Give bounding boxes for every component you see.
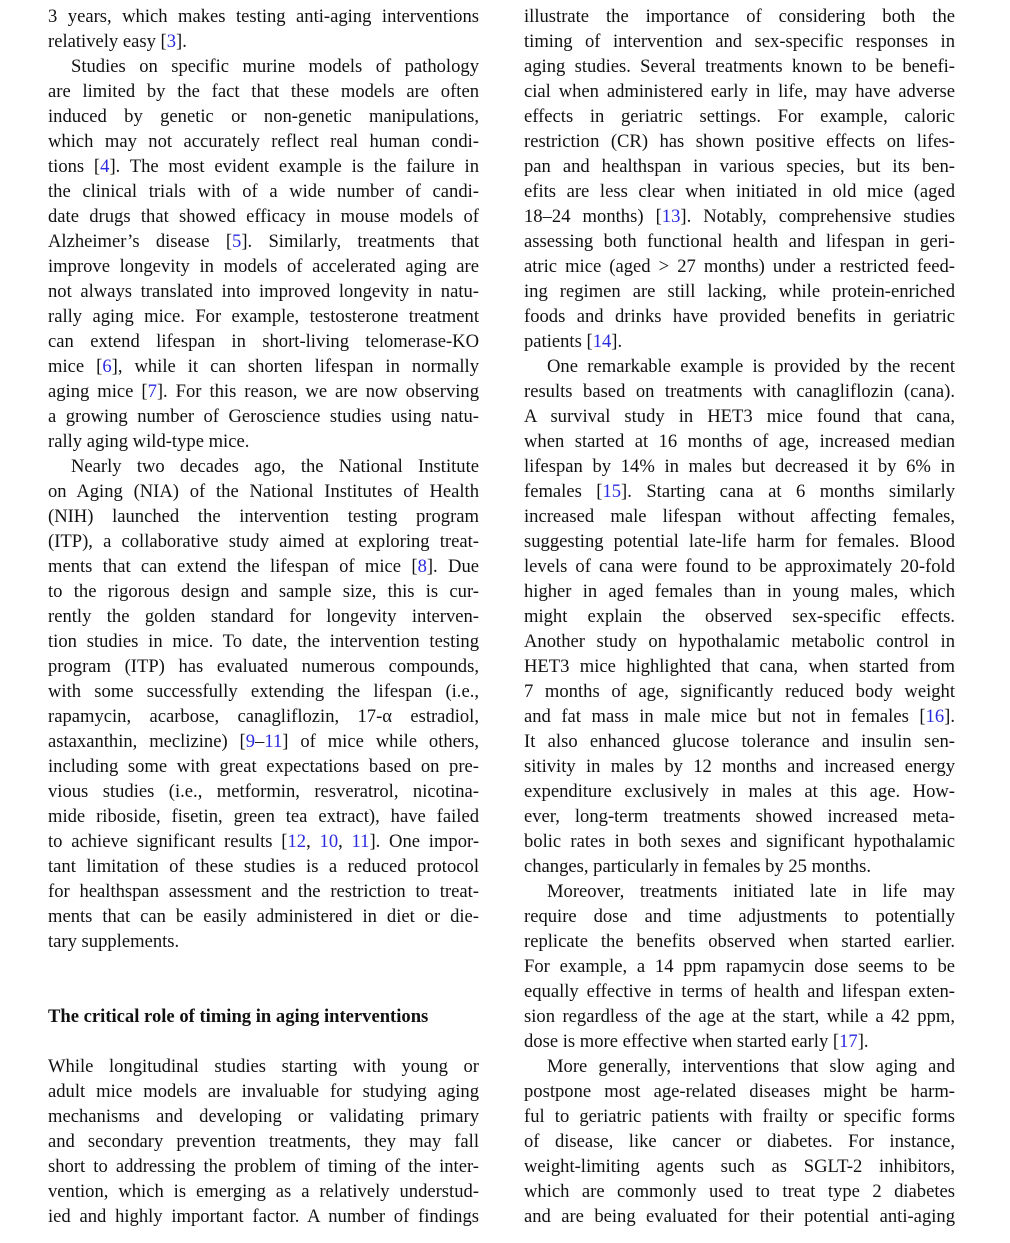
paragraph — [48, 1054, 479, 1229]
text-segment: More generally, interventions that slow aging and — [547, 1056, 955, 1077]
text-line — [48, 629, 479, 654]
text-segment: ]. — [857, 1031, 869, 1052]
text-segment: and fat mass in male mice but not in females [ — [524, 706, 926, 727]
text-segment: might explain the observed sex-specific effects. — [524, 606, 955, 627]
text-line — [524, 1179, 955, 1204]
text-segment: patients [ — [524, 331, 593, 352]
text-segment: aging studies. Several treatments known to be benefi- — [524, 56, 955, 77]
text-segment: ]. The most evident example is the failure in — [109, 156, 479, 177]
text-segment: tant limitation of these studies is a reduced protocol — [48, 856, 479, 877]
text-line — [524, 579, 955, 604]
text-segment: ments that can be easily administered in diet or die- — [48, 906, 479, 927]
text-segment: dose is more effective when started early [ — [524, 1031, 840, 1052]
text-segment: improve longevity in models of accelerated aging are — [48, 256, 479, 277]
citation-link[interactable]: 8 — [417, 556, 427, 577]
text-segment: (ITP), a collaborative study aimed at exploring treat- — [48, 531, 479, 552]
text-line — [48, 1054, 479, 1079]
text-line — [48, 1079, 479, 1104]
text-line — [48, 329, 479, 354]
text-line — [48, 829, 479, 854]
text-line — [48, 929, 479, 954]
text-segment: are limited by the fact that these models are often — [48, 81, 479, 102]
text-segment: short to addressing the problem of timing of the inter- — [48, 1156, 479, 1177]
text-line — [48, 854, 479, 879]
text-segment: atric mice (aged > 27 months) under a restricted feed- — [524, 256, 955, 277]
text-segment: pan and healthspan in various species, but its ben- — [524, 156, 955, 177]
text-line — [48, 354, 479, 379]
text-segment: ]. Due — [426, 556, 479, 577]
right-column — [524, 4, 955, 1229]
text-line — [524, 329, 955, 354]
text-segment: ied and highly important factor. A number of findings — [48, 1206, 479, 1227]
text-line — [524, 954, 955, 979]
text-line — [48, 504, 479, 529]
text-segment: effects in geriatric settings. For example, caloric — [524, 106, 955, 127]
text-line — [524, 1004, 955, 1029]
text-line — [524, 529, 955, 554]
text-segment: ever, long-term treatments showed increased meta- — [524, 806, 955, 827]
text-line — [48, 79, 479, 104]
text-segment: results based on treatments with canagliflozin (cana). — [524, 381, 955, 402]
text-line — [48, 579, 479, 604]
text-segment: which are commonly used to treat type 2 diabetes — [524, 1181, 955, 1202]
text-line — [524, 179, 955, 204]
text-segment: ful to geriatric patients with frailty or specific forms — [524, 1106, 955, 1127]
text-segment: – — [255, 731, 265, 752]
text-segment: expenditure exclusively in males at this age. How- — [524, 781, 955, 802]
text-segment: which may not accurately reflect real human condi- — [48, 131, 479, 152]
text-line — [48, 254, 479, 279]
text-line — [524, 279, 955, 304]
text-line — [48, 904, 479, 929]
text-line — [48, 379, 479, 404]
citation-link[interactable]: 12 — [287, 831, 307, 852]
text-segment: Studies on specific murine models of pathology — [71, 56, 479, 77]
text-segment: females [ — [524, 481, 603, 502]
text-segment: replicate the benefits observed when started earlier. — [524, 931, 955, 952]
citation-link[interactable]: 7 — [147, 381, 157, 402]
text-segment: and are being evaluated for their potential anti-aging — [524, 1206, 955, 1227]
text-segment: foods and drinks have provided benefits in geriatric — [524, 306, 955, 327]
text-line — [524, 504, 955, 529]
text-line — [48, 154, 479, 179]
text-line — [524, 1079, 955, 1104]
text-segment: efits are less clear when initiated in old mice (aged — [524, 181, 955, 202]
text-line — [48, 1179, 479, 1204]
text-line — [524, 754, 955, 779]
text-line — [48, 54, 479, 79]
text-line — [48, 754, 479, 779]
text-line — [524, 1029, 955, 1054]
text-segment: assessing both functional health and lifespan in geri- — [524, 231, 955, 252]
text-segment: sitivity in males by 12 months and increased energy — [524, 756, 955, 777]
text-line — [524, 229, 955, 254]
text-segment: with some successfully extending the lifespan (i.e., — [48, 681, 479, 702]
text-segment: ] of mice while others, — [282, 731, 479, 752]
citation-link[interactable]: 11 — [351, 831, 370, 852]
text-line — [524, 679, 955, 704]
text-line — [524, 479, 955, 504]
text-line — [48, 4, 479, 29]
citation-link[interactable]: 14 — [592, 331, 612, 352]
text-line — [524, 729, 955, 754]
text-segment: induced by genetic or non-genetic manipulations, — [48, 106, 479, 127]
text-line — [48, 304, 479, 329]
text-segment: higher in aged females than in young males, which — [524, 581, 955, 602]
text-segment: HET3 mice highlighted that cana, when started from — [524, 656, 955, 677]
text-segment: to achieve significant results [ — [48, 831, 288, 852]
paragraph — [48, 454, 479, 954]
text-line — [524, 254, 955, 279]
text-segment: weight-limiting agents such as SGLT-2 inhibitors, — [524, 1156, 955, 1177]
text-segment: can extend lifespan in short-living telomerase-KO — [48, 331, 479, 352]
text-segment: Another study on hypothalamic metabolic control in — [524, 631, 955, 652]
text-segment: ]. — [611, 331, 623, 352]
text-segment: rally aging mice. For example, testosterone treatment — [48, 306, 479, 327]
text-segment: For example, a 14 ppm rapamycin dose seems to be — [524, 956, 955, 977]
text-segment: While longitudinal studies starting with young or — [48, 1056, 479, 1077]
text-line — [48, 404, 479, 429]
text-line — [524, 979, 955, 1004]
text-segment: relatively easy [ — [48, 31, 167, 52]
text-segment: postpone most age-related diseases might be harm- — [524, 1081, 955, 1102]
paragraph — [524, 1054, 955, 1229]
text-segment: require dose and time adjustments to potentially — [524, 906, 955, 927]
text-line — [524, 1104, 955, 1129]
text-segment: illustrate the importance of considering both the — [524, 6, 955, 27]
text-segment: , — [338, 831, 352, 852]
text-line — [48, 1154, 479, 1179]
text-line — [48, 529, 479, 554]
text-segment: vention, which is emerging as a relatively understud- — [48, 1181, 479, 1202]
text-line — [524, 454, 955, 479]
text-line — [48, 554, 479, 579]
text-segment: ]. — [944, 706, 955, 727]
text-segment: sion regardless of the age at the start, while a 42 ppm, — [524, 1006, 955, 1027]
text-line — [48, 204, 479, 229]
text-line — [524, 854, 955, 879]
text-line — [524, 879, 955, 904]
text-line — [524, 629, 955, 654]
text-segment: bolic rates in both sexes and significant hypothalamic — [524, 831, 955, 852]
text-segment: ]. Notably, comprehensive studies — [680, 206, 955, 227]
text-line — [524, 604, 955, 629]
text-segment: adult mice models are invaluable for studying aging — [48, 1081, 479, 1102]
text-segment: ments that can extend the lifespan of mice [ — [48, 556, 418, 577]
text-segment: program (ITP) has evaluated numerous compounds, — [48, 656, 479, 677]
text-segment: to the rigorous design and sample size, this is cur- — [48, 581, 479, 602]
text-segment: suggesting potential late-life harm for females. Blood — [524, 531, 955, 552]
text-line — [48, 129, 479, 154]
text-segment: tion studies in mice. To date, the intervention testing — [48, 631, 479, 652]
text-segment: timing of intervention and sex-specific responses in — [524, 31, 955, 52]
text-line — [524, 304, 955, 329]
paragraph — [524, 354, 955, 879]
text-line — [524, 404, 955, 429]
text-segment: increased male lifespan without affecting females, — [524, 506, 955, 527]
text-segment: not always translated into improved longevity in natu- — [48, 281, 479, 302]
text-segment: lifespan by 14% in males but decreased it by 6% in — [524, 456, 955, 477]
text-segment: 7 months of age, significantly reduced body weight — [524, 681, 955, 702]
text-line — [48, 229, 479, 254]
text-segment: ]. Similarly, treatments that — [241, 231, 480, 252]
text-segment: equally effective in terms of health and lifespan exten- — [524, 981, 955, 1002]
text-line — [48, 729, 479, 754]
text-segment: It also enhanced glucose tolerance and insulin sen- — [524, 731, 955, 752]
text-line — [48, 779, 479, 804]
text-line — [524, 379, 955, 404]
text-line — [524, 104, 955, 129]
text-line — [524, 129, 955, 154]
text-segment: of disease, like cancer or diabetes. For instance, — [524, 1131, 955, 1152]
citation-link[interactable]: 16 — [925, 706, 945, 727]
text-segment: ]. — [176, 31, 187, 52]
paragraph — [48, 4, 479, 54]
text-line — [524, 804, 955, 829]
text-segment: rapamycin, acarbose, canagliflozin, 17-α estradiol, — [48, 706, 479, 727]
text-line — [524, 29, 955, 54]
text-segment: on Aging (NIA) of the National Institutes of Health — [48, 481, 479, 502]
text-line — [524, 204, 955, 229]
text-segment: rently the golden standard for longevity interven- — [48, 606, 479, 627]
citation-link[interactable]: 4 — [100, 156, 110, 177]
citation-link[interactable]: 3 — [166, 31, 177, 52]
text-line — [524, 54, 955, 79]
citation-link[interactable]: 11 — [264, 731, 283, 752]
text-segment: ]. One impor- — [369, 831, 480, 852]
text-segment: One remarkable example is provided by the recent — [547, 356, 955, 377]
text-line — [48, 654, 479, 679]
text-segment: Alzheimer’s disease [ — [48, 231, 233, 252]
text-segment: changes, particularly in females by 25 months. — [524, 856, 871, 877]
text-line — [48, 804, 479, 829]
text-segment: date drugs that showed efficacy in mouse models of — [48, 206, 479, 227]
text-segment: vious studies (i.e., metformin, resveratrol, nicotina- — [48, 781, 479, 802]
text-segment: 3 years, which makes testing anti-aging interventions — [48, 6, 479, 27]
text-line — [524, 704, 955, 729]
text-line — [48, 704, 479, 729]
paragraph — [524, 879, 955, 1054]
text-segment: mide riboside, fisetin, green tea extract), have failed — [48, 806, 479, 827]
text-line — [48, 1129, 479, 1154]
text-line — [524, 1054, 955, 1079]
left-column — [48, 4, 479, 1229]
text-segment: restriction (CR) has shown positive effects on lifes- — [524, 131, 955, 152]
text-line — [524, 1154, 955, 1179]
text-line — [48, 604, 479, 629]
text-segment: mechanisms and developing or validating primary — [48, 1106, 479, 1127]
citation-link[interactable]: 10 — [319, 831, 339, 852]
text-line — [48, 104, 479, 129]
text-line — [524, 354, 955, 379]
text-segment: ]. Starting cana at 6 months similarly — [621, 481, 955, 502]
text-segment: tions [ — [48, 156, 101, 177]
text-segment: when started at 16 months of age, increased median — [524, 431, 955, 452]
text-line — [48, 479, 479, 504]
text-segment: 18–24 months) [ — [524, 206, 662, 227]
text-segment: for healthspan assessment and the restriction to treat- — [48, 881, 479, 902]
text-line — [48, 179, 479, 204]
text-segment: tary supplements. — [48, 931, 180, 952]
text-segment: ], while it can shorten lifespan in normally — [111, 356, 480, 377]
text-line — [48, 1204, 479, 1229]
text-line — [524, 429, 955, 454]
text-line — [524, 4, 955, 29]
text-line — [48, 1104, 479, 1129]
text-segment: , — [306, 831, 320, 852]
spacer — [48, 979, 479, 1004]
text-line — [524, 779, 955, 804]
text-segment: levels of cana were found to be approximately 20-fold — [524, 556, 955, 577]
text-line — [48, 429, 479, 454]
text-segment: (NIH) launched the intervention testing program — [48, 506, 479, 527]
text-segment: ]. For this reason, we are now observing — [156, 381, 480, 402]
text-segment: cial when administered early in life, may have adverse — [524, 81, 955, 102]
text-line — [48, 29, 479, 54]
text-segment: the clinical trials with of a wide number of candi- — [48, 181, 479, 202]
text-segment: rally aging wild-type mice. — [48, 431, 250, 452]
text-segment: ing regimen are still lacking, while protein-enriched — [524, 281, 955, 302]
text-line — [524, 79, 955, 104]
spacer — [48, 1029, 479, 1054]
text-segment: astaxanthin, meclizine) [ — [48, 731, 246, 752]
paragraph — [48, 54, 479, 454]
citation-link[interactable]: 5 — [232, 231, 242, 252]
text-segment: Nearly two decades ago, the National Institute — [71, 456, 479, 477]
text-line — [48, 454, 479, 479]
citation-link[interactable]: 17 — [839, 1031, 858, 1052]
text-line — [48, 279, 479, 304]
citation-link[interactable]: 9 — [245, 731, 256, 752]
text-line — [48, 879, 479, 904]
paragraph — [524, 4, 955, 354]
text-segment: Moreover, treatments initiated late in life may — [547, 881, 955, 902]
text-segment: mice [ — [48, 356, 103, 377]
citation-link[interactable]: 13 — [661, 206, 681, 227]
text-line — [524, 929, 955, 954]
text-line — [48, 679, 479, 704]
text-segment: a growing number of Geroscience studies using natu- — [48, 406, 479, 427]
spacer — [48, 954, 479, 979]
text-line — [524, 654, 955, 679]
text-segment: A survival study in HET3 mice found that cana, — [524, 406, 955, 427]
text-line — [524, 1129, 955, 1154]
text-line — [524, 154, 955, 179]
citation-link[interactable]: 6 — [102, 356, 112, 377]
text-segment: including some with great expectations based on pre- — [48, 756, 479, 777]
section-heading: The critical role of timing in aging interventions — [48, 1006, 429, 1027]
text-segment: aging mice [ — [48, 381, 148, 402]
citation-link[interactable]: 15 — [602, 481, 622, 502]
text-line — [524, 1204, 955, 1229]
text-line — [524, 904, 955, 929]
text-line — [524, 554, 955, 579]
text-line — [524, 829, 955, 854]
text-segment: and secondary prevention treatments, they may fall — [48, 1131, 479, 1152]
